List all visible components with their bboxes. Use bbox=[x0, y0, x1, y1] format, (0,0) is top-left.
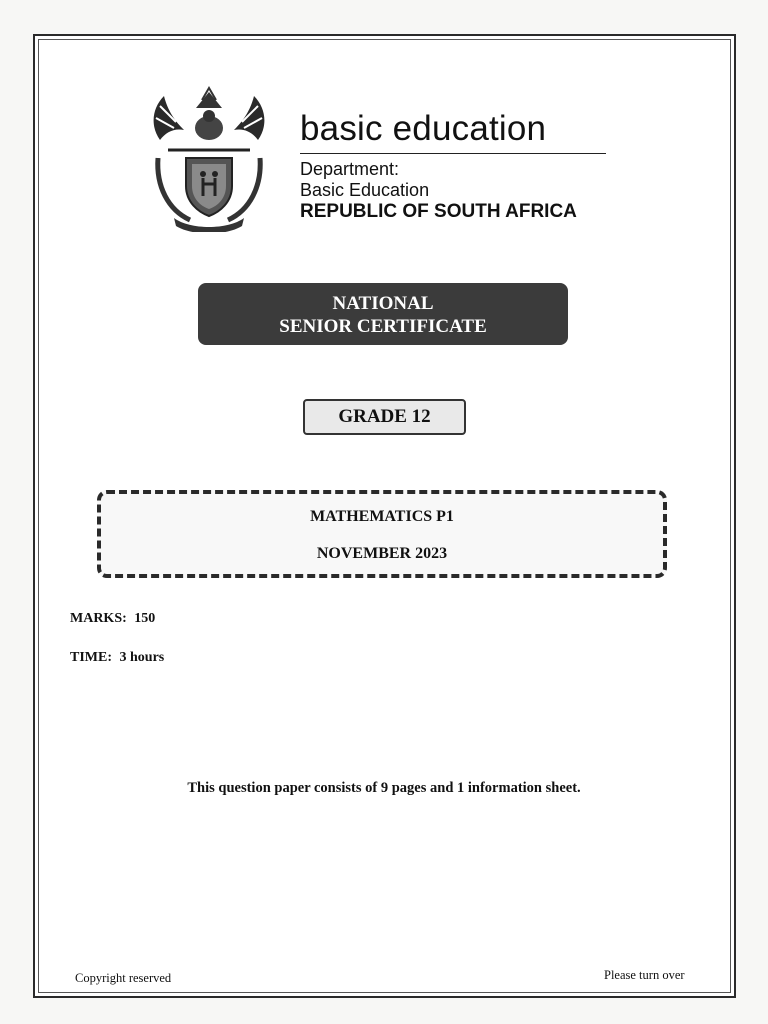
certificate-line-2: SENIOR CERTIFICATE bbox=[279, 316, 487, 337]
copyright-notice: Copyright reserved bbox=[75, 971, 172, 985]
department-name: Basic Education bbox=[300, 180, 430, 200]
turn-over-notice: Please turn over bbox=[604, 968, 685, 982]
grade-box: GRADE 12 bbox=[303, 399, 466, 435]
paper-page-note: This question paper consists of 9 pages and 1 information sheet. bbox=[187, 780, 581, 796]
certificate-line-1: NATIONAL bbox=[332, 293, 434, 314]
subject-name: MATHEMATICS P1 bbox=[310, 508, 454, 525]
certificate-banner bbox=[198, 283, 568, 345]
exam-session: NOVEMBER 2023 bbox=[316, 545, 448, 562]
country-name: REPUBLIC OF SOUTH AFRICA bbox=[300, 201, 577, 222]
department-label: Department: bbox=[300, 159, 400, 179]
marks-label: MARKS: bbox=[70, 611, 127, 626]
subject-box bbox=[97, 490, 667, 578]
time-label: TIME: bbox=[70, 650, 112, 665]
marks-line bbox=[70, 611, 155, 627]
brand-name: basic education bbox=[300, 108, 606, 154]
time-line bbox=[70, 650, 164, 666]
time-value: 3 hours bbox=[119, 650, 165, 665]
department-branding bbox=[300, 108, 606, 222]
coat-of-arms-icon bbox=[146, 86, 272, 232]
marks-value: 150 bbox=[134, 611, 156, 626]
